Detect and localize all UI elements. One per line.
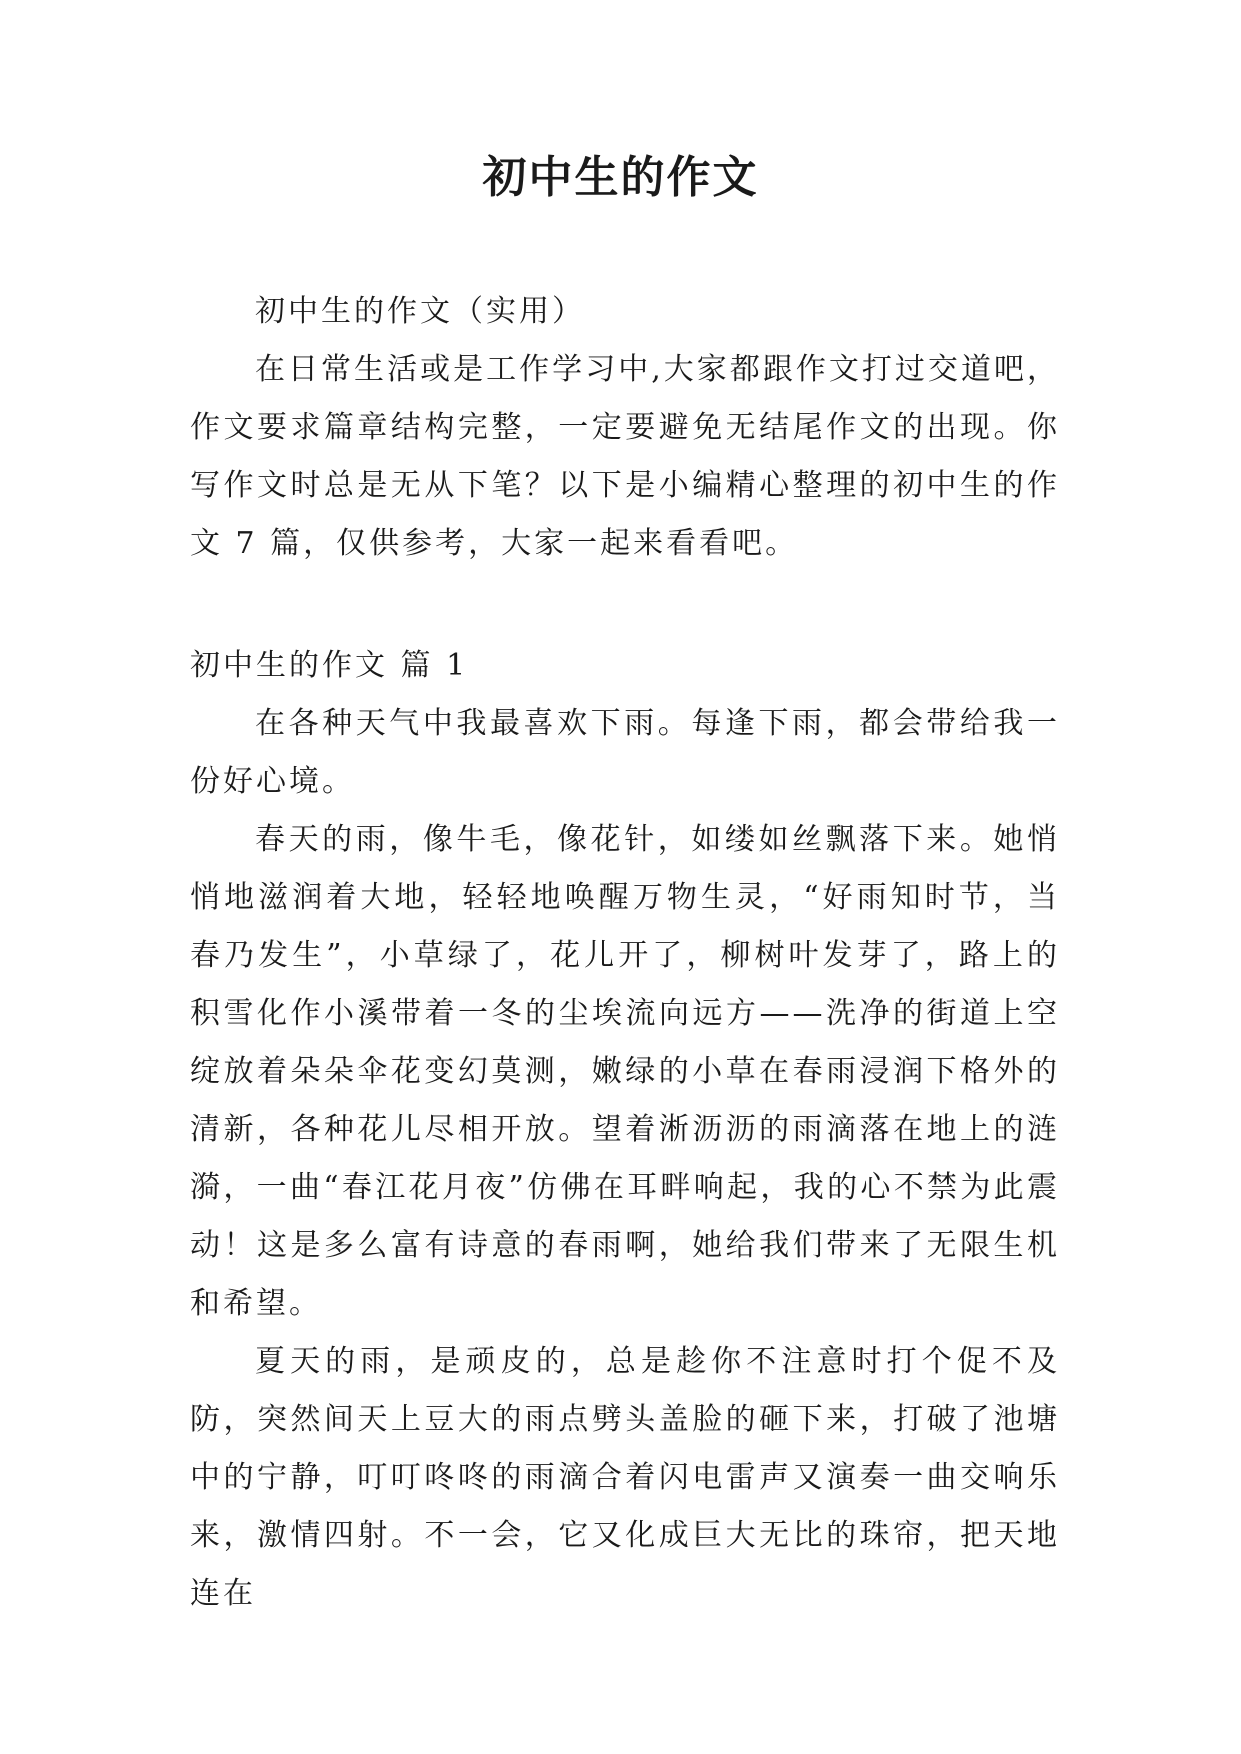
essay-heading: 初中生的作文 篇 1	[190, 648, 469, 683]
essay-section	[190, 637, 1060, 1623]
essay-paragraph: 在各种天气中我最喜欢下雨。每逢下雨，都会带给我一份好心境。	[190, 706, 1060, 799]
intro-paragraph: 在日常生活或是工作学习中,大家都跟作文打过交道吧，作文要求篇章结构完整，一定要避免无结尾作文的出现。你写作文时总是无从下笔？以下是小编精心整理的初中生的作文 7 篇，仅供参考，大家一起来看看吧。	[190, 352, 1060, 561]
intro-subtitle: 初中生的作文（实用）	[255, 294, 585, 329]
document-title: 初中生的作文	[482, 152, 759, 203]
essay-paragraph: 夏天的雨，是顽皮的，总是趁你不注意时打个促不及防，突然间天上豆大的雨点劈头盖脸的砸下来，打破了池塘中的宁静，叮叮咚咚的雨滴合着闪电雷声又演奏一曲交响乐来，激情四射。不一会，它又化成巨大无比的珠帘，把天地连在	[190, 1344, 1060, 1611]
intro-section	[190, 283, 1060, 573]
essay-paragraph: 春天的雨，像牛毛，像花针，如缕如丝飘落下来。她悄悄地滋润着大地，轻轻地唤醒万物生灵，“好雨知时节，当春乃发生”，小草绿了，花儿开了，柳树叶发芽了，路上的积雪化作小溪带着一冬的尘埃流向远方——洗净的街道上空绽放着朵朵伞花变幻莫测，嫩绿的小草在春雨浸润下格外的清新，各种花儿尽相开放。望着淅沥沥的雨滴落在地上的涟漪，一曲“春江花月夜”仿佛在耳畔响起，我的心不禁为此震动！这是多么富有诗意的春雨啊，她给我们带来了无限生机和希望。	[190, 822, 1060, 1321]
